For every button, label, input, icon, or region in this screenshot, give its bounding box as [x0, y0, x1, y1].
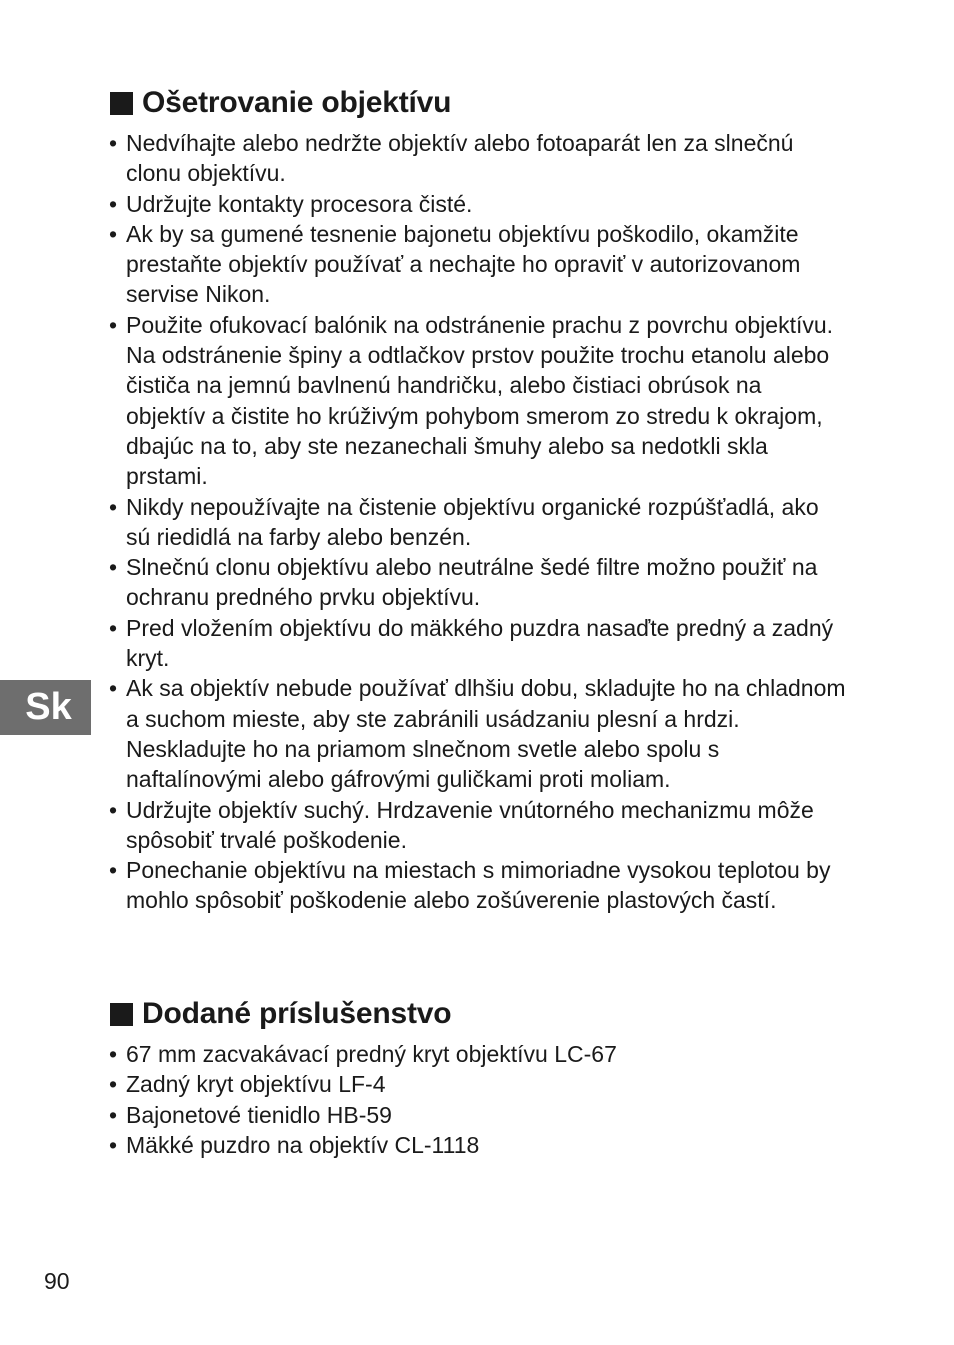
- bullet-marker: •: [109, 1131, 118, 1158]
- bullet-marker: •: [109, 130, 118, 156]
- section-heading-accessories: [110, 996, 451, 1032]
- list-item-text: Mäkké puzdro na objektív CL-1118: [126, 1131, 480, 1158]
- bullet-marker: •: [109, 1101, 118, 1128]
- bullet-marker: •: [109, 796, 118, 823]
- list-item: [106, 673, 846, 794]
- section-heading-text: Ošetrovanie objektívu: [142, 86, 452, 119]
- list-item-text: Bajonetové tienidlo HB-59: [126, 1101, 392, 1128]
- list-item: [106, 492, 846, 553]
- bullet-marker: •: [109, 311, 118, 338]
- list-item-text: Udržujte objektív suchý. Hrdzavenie vnútorného mechanizmu môže spôsobiť trvalé poškodenie.: [126, 796, 814, 853]
- list-item: [106, 1130, 826, 1160]
- bullet-marker: •: [109, 493, 118, 520]
- heading-square-marker: [110, 1003, 133, 1026]
- heading-square-marker: [110, 92, 133, 115]
- list-item-text: Nedvíhajte alebo nedržte objektív alebo fotoaparát len za slnečnú clonu objektívu.: [126, 130, 794, 187]
- page-number: 90: [44, 1268, 70, 1294]
- list-item: [106, 552, 846, 613]
- bullet-marker: •: [109, 614, 118, 641]
- list-item-text: Nikdy nepoužívajte na čistenie objektívu organické rozpúšťadlá, ako sú riedidlá na farby alebo benzén.: [126, 493, 819, 550]
- list-item-text: Ponechanie objektívu na miestach s mimoriadne vysokou teplotou by mohlo spôsobiť poškodenie alebo zošúverenie plastových častí.: [126, 857, 831, 914]
- list-item: [106, 219, 846, 310]
- section-heading-text: Dodané príslušenstvo: [142, 997, 452, 1030]
- list-item: [106, 189, 846, 219]
- list-item: [106, 795, 846, 856]
- list-item-text: Ak sa objektív nebude používať dlhšiu dobu, skladujte ho na chladnom a suchom mieste, aby ste zabránili usádzaniu plesní a hrdzi. Neskladujte ho na priamom slnečnom svetle alebo spolu s naftalínovými alebo gáfrovými guličkami proti moliam.: [126, 675, 846, 793]
- list-item: [106, 1039, 826, 1069]
- list-item-text: Použite ofukovací balónik na odstránenie prachu z povrchu objektívu. Na odstránenie špiny a odtlačkov prstov použite trochu etanolu alebo čističa na jemnú bavlnenú handričku, alebo čistiaci obrúsok na objektív a čistite ho krúživým pohybom smerom zo stredu k okrajom, dbajúc na to, aby ste nezanechali šmuhy alebo sa nedotkli skla prstami.: [126, 311, 834, 490]
- list-item-text: Zadný kryt objektívu LF-4: [126, 1071, 386, 1098]
- bullet-marker: •: [109, 1041, 118, 1067]
- list-item: [106, 1069, 826, 1099]
- list-item-text: Ak by sa gumené tesnenie bajonetu objektívu poškodilo, okamžite prestaňte objektív používať a nechajte ho opraviť v autorizovanom servise Nikon.: [126, 220, 801, 308]
- bullet-marker: •: [109, 675, 118, 702]
- bullet-marker: •: [109, 190, 118, 217]
- bullet-marker: •: [109, 857, 118, 884]
- list-item-text: Slnečnú clonu objektívu alebo neutrálne šedé filtre možno použiť na ochranu predného prvku objektívu.: [126, 554, 818, 611]
- list-item-text: Pred vložením objektívu do mäkkého puzdra nasaďte predný a zadný kryt.: [126, 614, 834, 672]
- list-item: [106, 855, 846, 916]
- bullet-marker: •: [109, 1071, 118, 1098]
- bullet-marker: •: [109, 220, 118, 247]
- list-item: [106, 613, 846, 674]
- list-item: [106, 128, 846, 189]
- list-item-text: 67 mm zacvakávací predný kryt objektívu LC-67: [126, 1041, 617, 1067]
- section-heading-lens-care: [110, 85, 451, 121]
- accessories-list: [106, 1039, 826, 1160]
- lens-care-list: [106, 128, 846, 916]
- list-item: [106, 1100, 826, 1130]
- list-item: [106, 310, 846, 492]
- list-item-text: Udržujte kontakty procesora čisté.: [126, 190, 473, 217]
- bullet-marker: •: [109, 554, 118, 581]
- language-tab: Sk: [0, 680, 91, 735]
